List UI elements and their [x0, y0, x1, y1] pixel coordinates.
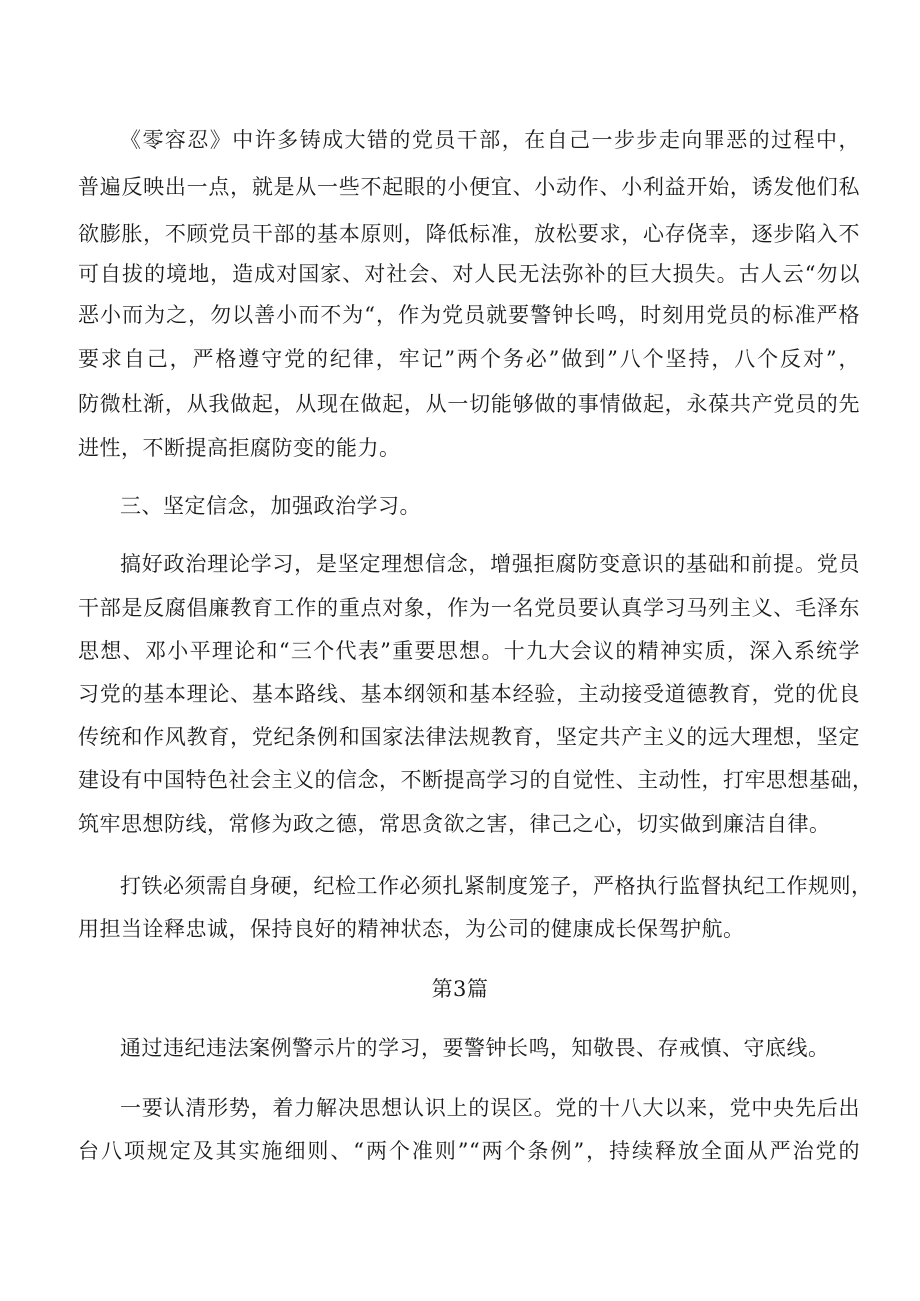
text-line: 建设有中国特色社会主义的信念，不断提高学习的自觉性、主动性，打牢思想基础， [78, 768, 874, 792]
text-line: 普遍反映出一点，就是从一些不起眼的小便宜、小动作、小利益开始，诱发他们私 [78, 175, 860, 199]
text-line: 搞好政治理论学习，是坚定理想信念，增强拒腐防变意识的基础和前提。党员 [120, 552, 860, 576]
text-line: 防微杜渐，从我做起，从现在做起，从一切能够做的事情做起，永葆共产党员的先 [78, 392, 860, 416]
text-line: 台八项规定及其实施细则、“两个准则”“两个条例”，持续释放全面从严治党的 [78, 1139, 860, 1163]
text-line: 习党的基本理论、基本路线、基本纲领和基本经验，主动接受道德教育，党的优良 [78, 682, 860, 706]
section-heading: 三、坚定信念，加强政治学习。 [120, 494, 421, 518]
text-line: 思想、邓小平理论和“三个代表”重要思想。十九大会议的精神实质，深入系统学 [78, 639, 860, 663]
text-line: 要求自己，严格遵守党的纪律，牢记”两个务必”做到”八个坚持，八个反对”， [78, 347, 860, 371]
text-line: 进性，不断提高拒腐防变的能力。 [78, 436, 401, 460]
text-line: 用担当诠释忠诚，保持良好的精神状态，为公司的健康成长保驾护航。 [78, 917, 745, 941]
text-line: 恶小而为之，勿以善小而不为“，作为党员就要警钟长鸣，时刻用党员的标准严格 [78, 303, 860, 327]
text-line: 可自拔的境地，造成对国家、对社会、对人民无法弥补的巨大损失。古人云“勿以 [78, 262, 860, 286]
text-line: 欲膨胀，不顾党员干部的基本原则，降低标准，放松要求，心存侥幸，逐步陷入不 [78, 222, 860, 246]
text-line: 干部是反腐倡廉教育工作的重点对象，作为一名党员要认真学习马列主义、毛泽东 [78, 596, 860, 620]
section-title: 第3篇 [431, 977, 489, 1001]
text-line: 一要认清形势，着力解决思想认识上的误区。党的十八大以来，党中央先后出 [120, 1096, 860, 1120]
text-line: 打铁必须需自身硬，纪检工作必须扎紧制度笼子，严格执行监督执纪工作规则， [120, 874, 873, 898]
text-line: 《零容忍》中许多铸成大错的党员干部，在自己一步步走向罪恶的过程中， [120, 128, 860, 152]
text-line: 通过违纪违法案例警示片的学习，要警钟长鸣，知敬畏、存戒慎、守底线。 [120, 1036, 830, 1060]
text-line: 传统和作风教育，党纪条例和国家法律法规教育，坚定共产主义的远大理想，坚定 [78, 725, 860, 749]
text-line: 筑牢思想防线，常修为政之德，常思贪欲之害，律己之心，切实做到廉洁自律。 [78, 812, 831, 836]
